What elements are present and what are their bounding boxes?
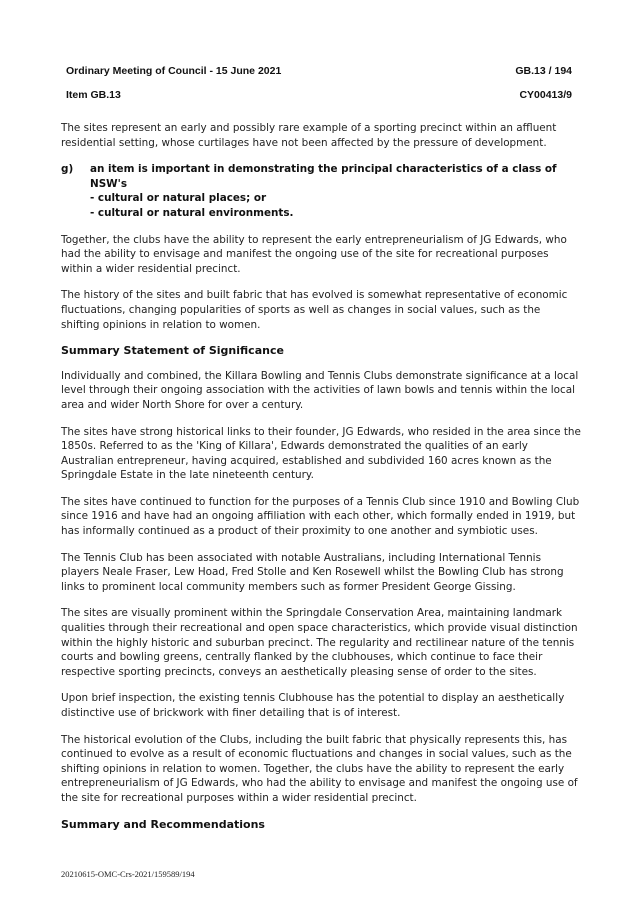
criterion-g xyxy=(61,162,581,220)
document-footer-reference: 20210615-OMC-Crs-2021/159589/194 xyxy=(61,869,195,879)
criterion-line-3: - cultural or natural environments. xyxy=(90,206,294,219)
section-heading-recommendations: Summary and Recommendations xyxy=(61,817,265,831)
paragraph: The history of the sites and built fabric that has evolved is somewhat representative of economic fluctuations, changing popularities of sports as well as changes in social values, such as the shifting opinions in relation to women. xyxy=(61,289,568,331)
header-row-2 xyxy=(66,89,572,101)
intro-paragraph: The sites represent an early and possibly rare example of a sporting precinct within an affluent residential setting, whose curtilages have not been affected by the pressure of development. xyxy=(61,122,557,149)
paragraph: Together, the clubs have the ability to represent the early entrepreneurialism of JG Edwards, who had the ability to envisage and manifest the ongoing use of the site for recreational purposes within a wider residential precinct. xyxy=(61,233,567,275)
criterion-label: g) xyxy=(61,163,74,176)
meeting-title: Ordinary Meeting of Council - 15 June 2021 xyxy=(66,65,282,77)
paragraph: Individually and combined, the Killara Bowling and Tennis Clubs demonstrate significance at a local level through their ongoing association with the activities of lawn bowls and tennis within the local area and wider North Shore for over a century. xyxy=(61,369,579,411)
criterion-text xyxy=(90,162,581,220)
paragraph: The sites have strong historical links to their founder, JG Edwards, who resided in the area since the 1850s. Referred to as the 'King of Killara', Edwards demonstrated the qualities of an early Australian entrepreneur, having acquired, established and subdivided 160 acres known as the Springdale Estate in the late nineteenth century. xyxy=(61,425,581,482)
document-body xyxy=(61,121,581,842)
paragraph: The Tennis Club has been associated with notable Australians, including International Tennis players Neale Fraser, Lew Hoad, Fred Stolle and Ken Rosewell whilst the Bowling Club has strong links to prominent local community members such as former President George Gissing. xyxy=(61,551,564,593)
criterion-line-2: - cultural or natural places; or xyxy=(90,192,267,205)
paragraph: Upon brief inspection, the existing tennis Clubhouse has the potential to display an aesthetically distinctive use of brickwork with finer detailing that is of interest. xyxy=(61,692,565,719)
paragraph: The sites have continued to function for the purposes of a Tennis Club since 1910 and Bowling Club since 1916 and have had an ongoing affiliation with each other, which formally ended in 1919, but has informally continued as a product of their proximity to one another and symbiotic uses. xyxy=(61,495,580,538)
item-number: Item GB.13 xyxy=(66,89,121,101)
page-reference: GB.13 / 194 xyxy=(515,65,572,77)
file-reference: CY00413/9 xyxy=(519,89,572,101)
criterion-line-1: an item is important in demonstrating the principal characteristics of a class of NSW's xyxy=(90,163,557,190)
paragraph: The sites are visually prominent within the Springdale Conservation Area, maintaining landmark qualities through their recreational and open space characteristics, which provide visual distinction within the highly historic and suburban precinct. The regularity and rectilinear nature of the tennis courts and bowling greens, centrally flanked by the clubhouses, which continue to face their respective sporting precincts, conveys an aesthetically pleasing sense of order to the sites. xyxy=(61,607,578,678)
section-heading-summary: Summary Statement of Significance xyxy=(61,344,284,358)
paragraph: The historical evolution of the Clubs, including the built fabric that physically represents this, has continued to evolve as a result of economic fluctuations and changes in social values, such as the shifting opinions in relation to women. Together, the clubs have the ability to represent the early entrepreneurialism of JG Edwards, who had the ability to envisage and manifest the ongoing use of the site for recreational purposes within a wider residential precinct. xyxy=(61,733,578,804)
header-row-1 xyxy=(66,65,572,77)
